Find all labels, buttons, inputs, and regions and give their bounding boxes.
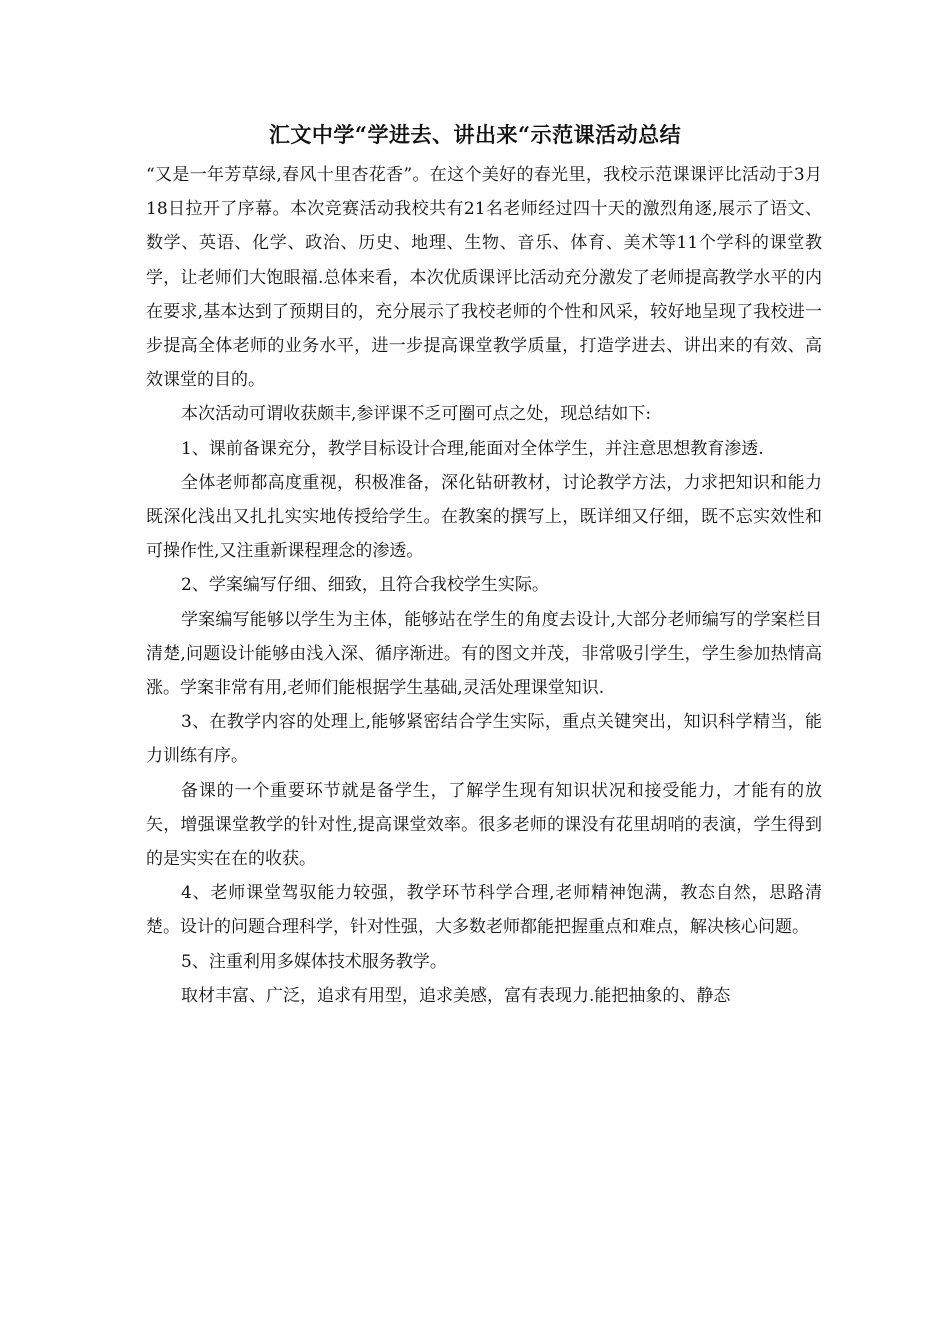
point-1-body: 全体老师都高度重视，积极准备，深化钻研教材，讨论教学方法，力求把知识和能力既深化浅出又扎扎实实地传授给学生。在教案的撰写上，既详细又仔细，既不忘实效性和可操作性,又注重新课程理念的渗透。 [146, 472, 822, 562]
document-body [146, 158, 822, 1013]
paragraph-intro: “又是一年芳草绿,春风十里杏花香”。在这个美好的春光里，我校示范课课评比活动于3月18日拉开了序幕。本次竞赛活动我校共有21名老师经过四十天的激烈角逐,展示了语文、数学、英语、化学、政治、历史、地理、生物、音乐、体育、美术等11个学科的课堂教学，让老师们大饱眼福.总体来看，本次优质课评比活动充分激发了老师提高教学水平的内在要求,基本达到了预期目的，充分展示了我校老师的个性和风采，较好地呈现了我校进一步提高全体老师的业务水平，进一步提高课堂教学质量，打造学进去、讲出来的有效、高效课堂的目的。 [146, 165, 822, 391]
point-1-heading: 1、课前备课充分，教学目标设计合理,能面对全体学生，并注意思想教育渗透. [181, 438, 764, 459]
point-3-body: 备课的一个重要环节就是备学生，了解学生现有知识状况和接受能力，才能有的放矢，增强课堂教学的针对性,提高课堂效率。很多老师的课没有花里胡哨的表演，学生得到的是实实在在的收获。 [146, 780, 822, 870]
paragraph-summary-lead: 本次活动可谓收获颇丰,参评课不乏可圈可点之处，现总结如下: [181, 404, 652, 425]
point-5-heading: 5、注重利用多媒体技术服务教学。 [181, 951, 447, 972]
point-4-heading: 4、老师课堂驾驭能力较强，教学环节科学合理,老师精神饱满，教态自然，思路清楚。设计的问题合理科学，针对性强，大多数老师都能把握重点和难点，解决核心问题。 [146, 883, 822, 938]
point-5-body: 取材丰富、广泛，追求有用型，追求美感，富有表现力.能把抽象的、静态 [181, 985, 731, 1006]
point-2-heading: 2、学案编写仔细、细致，且符合我校学生实际。 [181, 575, 549, 596]
document-title: 汇文中学“学进去、讲出来“示范课活动总结 [268, 122, 682, 147]
point-3-heading: 3、在教学内容的处理上,能够紧密结合学生实际，重点关键突出，知识科学精当，能力训练有序。 [146, 712, 822, 767]
point-2-body: 学案编写能够以学生为主体，能够站在学生的角度去设计,大部分老师编写的学案栏目清楚,问题设计能够由浅入深、循序渐进。有的图文并茂，非常吸引学生，学生参加热情高涨。学案非常有用,老师们能根据学生基础,灵活处理课堂知识. [146, 609, 822, 699]
